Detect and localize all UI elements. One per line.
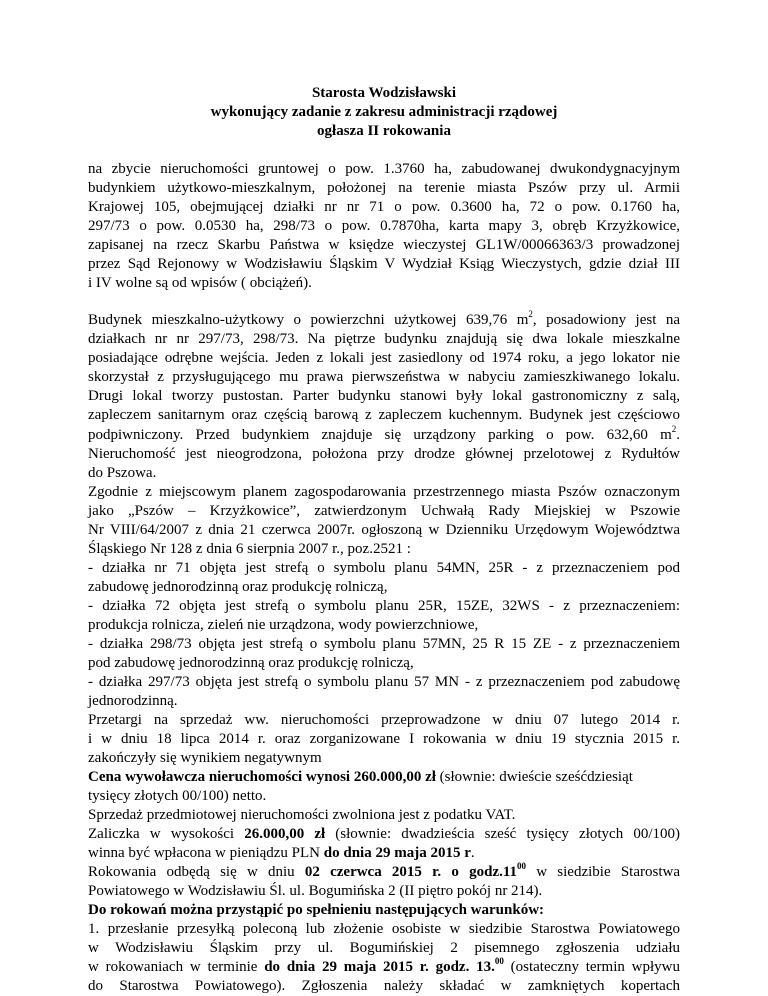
- p2-line-4: skorzystał z przysługującego mu prawa pierwszeństwa w nabyciu zamieszkiwanego lokalu.: [88, 369, 680, 385]
- p3-line-4: Śląskiego Nr 128 z dnia 6 sierpnia 2007 r., poz.2521 :: [88, 541, 411, 557]
- conditions-line-4: do Starostwa Powiatowego). Zgłoszenia należy składać w zamkniętych kopertach: [88, 978, 680, 994]
- p2-line-2: działkach nr nr 297/73, 298/73. Na piętrze budynku znajdują się dwa lokale mieszkalne: [88, 331, 680, 347]
- p1-line-7: i IV wolne są od wpisów ( obciążeń).: [88, 275, 312, 291]
- header-line-2: wykonujący zadanie z zakresu administracji rządowej: [210, 104, 558, 120]
- p1-line-5: zapisanej na rzecz Skarbu Państwa w księdze wieczystej GL1W/00066363/3 prowadzonej: [88, 237, 680, 253]
- talks-line-1: Rokowania odbędą się w dniu 02 czerwca 2015 r. o $godz.11^{00}$ w siedzibie Starostwa: [88, 861, 680, 880]
- conditions-heading: Do rokowań można przystąpić po spełnieniu następujących warunków:: [88, 902, 545, 918]
- price-line-2: tysięcy złotych 00/100) netto.: [88, 788, 267, 804]
- p3-line-5: - działka nr 71 objęta jest strefą o symbolu planu 54MN, 25R - z przeznaczeniem pod: [88, 560, 680, 576]
- p3-line-11: - działka 297/73 objęta jest strefą o symbolu planu 57 MN - z przeznaczeniem pod zabudowę: [88, 674, 680, 690]
- p2-line-6: zapleczem sanitarnym oraz częścią barową z zapleczem kuchennym. Budynek jest częściowo: [88, 407, 680, 423]
- p2-line-1: Budynek mieszkalno-użytkowy o powierzchni użytkowej 639,76 $m^2$, posadowiony jest na: [88, 309, 681, 328]
- p3-line-2: jako „Pszów – Krzyżkowice”, zatwierdzonym Uchwałą Rady Miejskiej w Pszowie: [88, 503, 680, 519]
- talks-line-2: Powiatowego w Wodzisławiu Śl. ul. Bogumińska 2 (II piętro pokój nr 214).: [88, 883, 543, 899]
- p3-line-3: Nr VIII/64/2007 z dnia 21 czerwca 2007r. ogłoszoną w Dzienniku Urzędowym Województwa: [88, 522, 680, 538]
- conditions-line-1: 1. przesłanie przesyłką poleconą lub złożenie osobiste w siedzibie Starostwa Powiatowego: [88, 921, 680, 937]
- p3-line-8: produkcja rolnicza, zieleń nie urządzona, wody powierzchniowe,: [88, 617, 479, 633]
- p2-line-8: Nieruchomość jest nieogrodzona, położona przy drodze głównej przelotowej z Rydułtów: [88, 446, 680, 462]
- conditions-line-3: w rokowaniach w terminie do dnia 29 maja 2015 r. godz. 13.00 (ostateczny termin wpływu: [88, 956, 680, 975]
- header-line-1: Starosta Wodzisławski: [311, 85, 457, 101]
- deposit-line-2: winna być wpłacona w pieniądzu PLN do dnia 29 maja 2015 r.: [88, 845, 475, 861]
- p1-line-1: na zbycie nieruchomości gruntowej o pow. 1.3760 ha, zabudowanej dwukondygnacyjnym: [88, 161, 680, 177]
- p3-line-1: Zgodnie z miejscowym planem zagospodarowania przestrzennego miasta Pszów oznaczonym: [88, 484, 680, 500]
- header-line-3: ogłasza II rokowania: [317, 123, 451, 139]
- p3-line-12: jednorodzinną.: [88, 693, 178, 709]
- deposit-line-1: Zaliczka w wysokości 26.000,00 zł (słownie: dwadzieścia sześć tysięcy złotych 00/100): [88, 826, 681, 842]
- p2-line-3: posiadające odrębne wejścia. Jeden z lokali jest zasiedlony od 1974 roku, a jego lokator nie: [88, 350, 680, 366]
- conditions-line-2: w Wodzisławiu Śląskim przy ul. Bogumińskiej 2 pisemnego zgłoszenia udziału: [88, 940, 680, 956]
- p3-line-10: pod zabudowę jednorodzinną oraz produkcję rolniczą,: [88, 655, 414, 671]
- p2-line-9: do Pszowa.: [88, 465, 157, 481]
- p3-line-13: Przetargi na sprzedaż ww. nieruchomości przeprowadzone w dniu 07 lutego 2014 r.: [88, 712, 680, 728]
- p3-line-6: zabudowę jednorodzinną oraz produkcję rolniczą,: [88, 579, 388, 595]
- p3-line-9: - działka 298/73 objęta jest strefą o symbolu planu 57MN, 25 R 15 ZE - z przeznaczeniem: [88, 636, 680, 652]
- p3-line-15: zakończyły się wynikiem negatywnym: [88, 750, 322, 766]
- p1-line-3: Krajowej 105, obejmującej działki nr nr 71 o pow. 0.3600 ha, 72 o pow. 0.1760 ha,: [88, 199, 680, 215]
- price-line-1: Cena wywoławcza nieruchomości wynosi 260.000,00 zł (słownie: dwieście sześćdziesiąt: [88, 769, 633, 785]
- vat-line: Sprzedaż przedmiotowej nieruchomości zwolniona jest z podatku VAT.: [88, 807, 516, 823]
- p3-line-7: - działka 72 objęta jest strefą o symbolu planu 25R, 15ZE, 32WS - z przeznaczeniem:: [88, 598, 680, 614]
- p1-line-2: budynkiem użytkowo-mieszkalnym, położonej na terenie miasta Pszów przy ul. Armii: [88, 180, 680, 196]
- p1-line-4: 297/73 o pow. 0.0530 ha, 298/73 o pow. 0.7870ha, karta mapy 3, obręb Krzyżkowice,: [88, 218, 680, 234]
- p2-line-5: Drugi lokal tworzy pustostan. Parter budynku stanowi były lokal gastronomiczny z salą,: [88, 388, 680, 404]
- p1-line-6: przez Sąd Rejonowy w Wodzisławiu Śląskim V Wydział Ksiąg Wieczystych, gdzie dział III: [88, 256, 680, 272]
- document-header: [0, 84, 768, 141]
- p3-line-14: i w dniu 18 lipca 2014 r. oraz zorganizowane I rokowania w dniu 19 stycznia 2015 r.: [88, 731, 680, 747]
- p2-line-7: podpiwniczony. Przed budynkiem znajduje się urządzony parking o pow. 632,60 $m^2$.: [88, 424, 680, 443]
